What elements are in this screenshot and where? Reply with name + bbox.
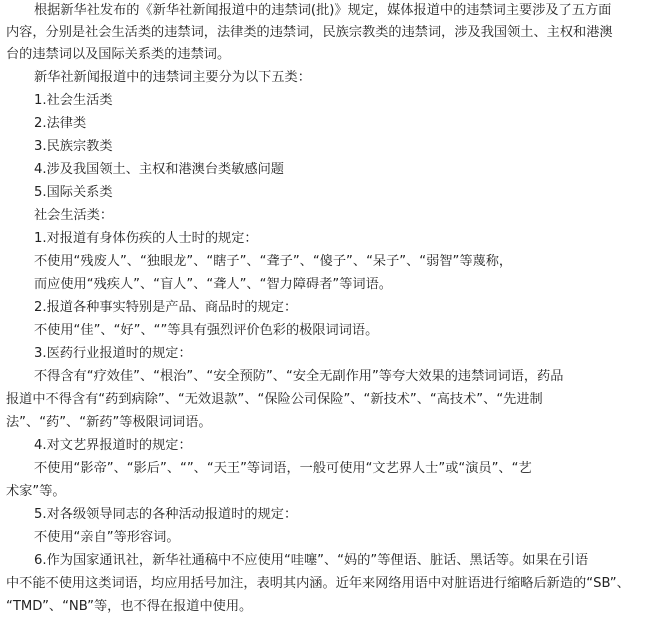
rule-heading: 2.报道各种事实特别是产品、商品时的规定： [34,300,298,315]
paragraph-line: 不得含有“疗效佳”、“根治”、“安全预防”、“安全无副作用”等夸大效果的违禁词词语，药品 [34,369,564,384]
paragraph-line: 法”、“药”、“新药”等极限词词语。 [6,415,212,430]
section-heading: 社会生活类： [34,208,114,223]
category-item: 2.法律类 [34,116,87,131]
category-item: 4.涉及我国领土、主权和港澳台类敏感问题 [34,162,284,177]
rule-heading: 5.对各级领导同志的各种活动报道时的规定： [34,507,298,522]
paragraph-line: 报道中不得含有“药到病除”、“无效退款”、“保险公司保险”、“新技术”、“高技术”、“先进制 [6,392,543,407]
category-item: 1.社会生活类 [34,93,113,108]
paragraph-line: 中不能不使用这类词语，均应用括号加注，表明其内涵。近年来网络用语中对脏语进行缩略后新造的“SB”、 [6,576,630,591]
paragraph-line: 不使用“残废人”、“独眼龙”、“瞎子”、“聋子”、“傻子”、“呆子”、“弱智”等蔑称， [34,254,513,269]
paragraph-line: 术家”等。 [6,484,66,499]
paragraph-line: 不使用“佳”、“好”、“”等具有强烈评价色彩的极限词词语。 [34,323,379,338]
category-item: 5.国际关系类 [34,185,113,200]
paragraph-line: 新华社新闻报道中的违禁词主要分为以下五类： [34,70,311,85]
paragraph-line: 而应使用“残疾人”、“盲人”、“聋人”、“智力障碍者”等词语。 [34,277,392,292]
paragraph-line: 不使用“影帝”、“影后”、“”、“天王”等词语，一般可使用“文艺界人士”或“演员”、“艺 [34,461,532,476]
paragraph-line: “TMD”、“NB”等，也不得在报道中使用。 [6,599,253,614]
rule-heading: 3.医药行业报道时的规定： [34,346,192,361]
rule-heading: 1.对报道有身体伤疾的人士时的规定： [34,231,258,246]
category-item: 3.民族宗教类 [34,139,113,154]
rule-heading: 6.作为国家通讯社，新华社通稿中不应使用“哇噻”、“妈的”等俚语、脏话、黑话等。如果在引语 [34,553,589,568]
paragraph-line: 不使用“亲自”等形容词。 [34,530,180,545]
rule-heading: 4.对文艺界报道时的规定： [34,438,192,453]
paragraph-line: 台的违禁词以及国际关系类的违禁词。 [6,47,231,62]
paragraph-line: 内容，分别是社会生活类的违禁词，法律类的违禁词，民族宗教类的违禁词，涉及我国领土、主权和港澳 [6,25,613,40]
paragraph-line: 根据新华社发布的《新华社新闻报道中的违禁词(批)》规定，媒体报道中的违禁词主要涉及了五方面 [34,3,612,18]
